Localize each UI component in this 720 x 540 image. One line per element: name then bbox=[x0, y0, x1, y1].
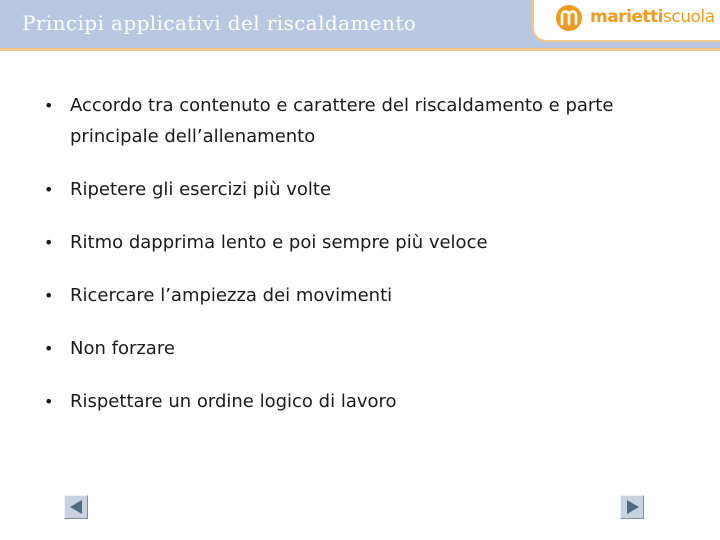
slide-title: Principi applicativi del riscaldamento bbox=[22, 11, 417, 35]
bullet-item bbox=[40, 227, 690, 258]
triangle-left-icon bbox=[70, 500, 82, 514]
bullet-dot: • bbox=[44, 392, 54, 411]
bullet-dot: • bbox=[44, 233, 54, 252]
bullet-item bbox=[40, 386, 690, 417]
logo-word-scuola: scuola bbox=[663, 7, 715, 27]
triangle-right-icon bbox=[627, 500, 639, 514]
logo-wordmark bbox=[590, 7, 715, 27]
bullet-dot: • bbox=[44, 180, 54, 199]
bullet-text: Ripetere gli esercizi più volte bbox=[70, 179, 332, 200]
bullet-text: Ricercare l’ampiezza dei movimenti bbox=[70, 285, 393, 306]
bullet-item bbox=[40, 280, 690, 311]
bullet-dot: • bbox=[44, 286, 54, 305]
previous-slide-button[interactable] bbox=[64, 495, 88, 519]
next-slide-button[interactable] bbox=[620, 495, 644, 519]
publisher-logo bbox=[532, 0, 720, 42]
bullet-list bbox=[40, 90, 690, 417]
header-divider bbox=[0, 48, 720, 51]
bullet-dot: • bbox=[44, 96, 54, 115]
bullet-text: Rispettare un ordine logico di lavoro bbox=[70, 391, 397, 412]
bullet-text: Non forzare bbox=[70, 338, 175, 359]
bullet-text: Accordo tra contenuto e carattere del riscaldamento e parte principale dell’allenamento bbox=[70, 95, 614, 147]
bullet-item bbox=[40, 333, 690, 364]
bullet-text: Ritmo dapprima lento e poi sempre più veloce bbox=[70, 232, 488, 253]
marietti-logo-icon bbox=[556, 5, 582, 31]
bullet-item bbox=[40, 174, 690, 205]
bullet-dot: • bbox=[44, 339, 54, 358]
logo-word-marietti: marietti bbox=[590, 7, 664, 27]
bullet-item bbox=[40, 90, 690, 152]
